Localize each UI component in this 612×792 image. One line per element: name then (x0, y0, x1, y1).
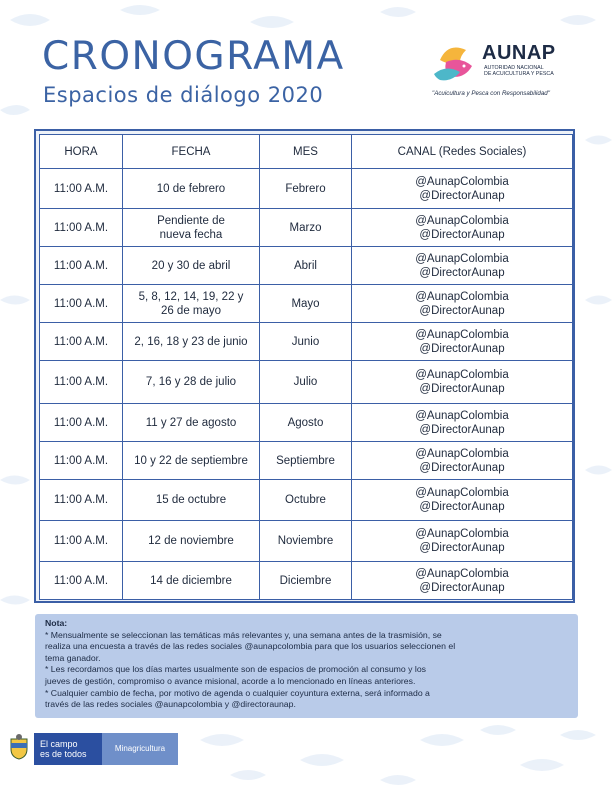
mes-text: Octubre (285, 494, 326, 506)
fecha-line1: 11 y 27 de agosto (145, 416, 237, 429)
cell-mes (260, 404, 352, 442)
cell-mes (260, 480, 352, 521)
mes-text: Noviembre (277, 535, 334, 547)
cell-fecha (123, 209, 260, 247)
mes-text: Mayo (291, 297, 320, 310)
table-row (40, 285, 573, 323)
table-row (40, 361, 573, 404)
note-line: * Les recordamos que los días martes usualmente son de espacios de promoción al consumo y los (45, 664, 427, 675)
logo-subtitle-line2: DE ACUICULTURA Y PESCA (484, 71, 554, 77)
note-line: jueves de gestión, compromiso o avance misional, acorde a lo mencionado en líneas anteriores. (45, 675, 416, 686)
canal-line2: @DirectorAunap (419, 501, 505, 513)
cell-fecha (123, 404, 260, 442)
fecha-line1: 10 y 22 de septiembre (134, 454, 248, 467)
cell-mes (260, 209, 352, 247)
mes-text: Marzo (289, 221, 322, 234)
cell-mes (260, 247, 352, 285)
canal-line2: @DirectorAunap (419, 383, 505, 395)
cell-fecha (123, 361, 260, 404)
cell-mes (260, 442, 352, 480)
cell-fecha (123, 442, 260, 480)
canal-line1: @AunapColombia (415, 175, 509, 188)
cell-fecha (123, 285, 260, 323)
hora-text: 11:00 A.M. (53, 221, 109, 234)
fecha-line1: 5, 8, 12, 14, 19, 22 y (138, 290, 244, 303)
canal-line1: @AunapColombia (415, 487, 509, 499)
mes-text: Septiembre (276, 454, 335, 467)
cell-canal (352, 169, 573, 209)
table-row (40, 562, 573, 600)
canal-line2: @DirectorAunap (419, 542, 505, 554)
el-campo-badge (34, 733, 102, 765)
logo-slogan: "Acuicultura y Pesca con Responsabilidad" (432, 90, 550, 97)
canal-line1: @AunapColombia (415, 290, 509, 303)
fecha-line1: 20 y 30 de abril (151, 259, 231, 272)
table-row (40, 247, 573, 285)
coat-of-arms-icon (8, 733, 30, 761)
page-title: CRONOGRAMA (42, 34, 345, 79)
cell-canal (352, 480, 573, 521)
header-fecha: FECHA (123, 135, 260, 169)
cell-mes (260, 521, 352, 562)
note-label: Nota: (45, 618, 68, 628)
cell-canal (352, 209, 573, 247)
cell-mes (260, 169, 352, 209)
table-row (40, 169, 573, 209)
note-line: tema ganador. (45, 652, 101, 663)
canal-line2: @DirectorAunap (419, 189, 505, 202)
table-row (40, 404, 573, 442)
hora-text: 11:00 A.M. (53, 297, 109, 310)
canal-line1: @AunapColombia (415, 369, 509, 381)
cell-hora (40, 562, 123, 600)
page-subtitle: Espacios de diálogo 2020 (43, 83, 324, 107)
cell-canal (352, 562, 573, 600)
table-row (40, 480, 573, 521)
cell-hora (40, 323, 123, 361)
cell-hora (40, 404, 123, 442)
canal-line2: @DirectorAunap (419, 423, 505, 436)
cell-hora (40, 521, 123, 562)
cell-canal (352, 404, 573, 442)
mes-text: Abril (293, 259, 317, 272)
canal-line1: @AunapColombia (415, 214, 509, 227)
note-line: realiza una encuesta a través de las redes sociales @aunapcolombia para que los usuarios seleccionen el (45, 641, 456, 652)
canal-line2: @DirectorAunap (419, 581, 505, 594)
fecha-line1: 15 de octubre (155, 494, 227, 506)
mes-text: Febrero (285, 182, 326, 195)
canal-line1: @AunapColombia (415, 409, 509, 422)
header-hora: HORA (40, 135, 123, 169)
hora-text: 11:00 A.M. (53, 416, 109, 429)
canal-line2: @DirectorAunap (419, 228, 505, 241)
cell-canal (352, 521, 573, 562)
cell-fecha (123, 247, 260, 285)
fecha-line2: nueva fecha (159, 228, 223, 241)
cell-hora (40, 480, 123, 521)
canal-line2: @DirectorAunap (419, 266, 505, 279)
canal-line2: @DirectorAunap (419, 304, 505, 317)
mes-text: Julio (293, 376, 318, 388)
header-mes: MES (260, 135, 352, 169)
mes-text: Agosto (287, 416, 324, 429)
hora-text: 11:00 A.M. (53, 259, 109, 272)
fecha-line1: 2, 16, 18 y 23 de junio (134, 335, 248, 348)
cell-mes (260, 562, 352, 600)
canal-line1: @AunapColombia (415, 528, 509, 540)
schedule-table-frame (34, 129, 575, 603)
hora-text: 11:00 A.M. (53, 335, 109, 348)
fecha-line1: 10 de febrero (156, 182, 226, 195)
cell-canal (352, 247, 573, 285)
cell-hora (40, 361, 123, 404)
cell-hora (40, 442, 123, 480)
note-box (35, 614, 578, 718)
campo-line2: es de todos (40, 749, 87, 759)
cell-hora (40, 285, 123, 323)
hora-text: 11:00 A.M. (53, 535, 109, 547)
fecha-line2: 26 de mayo (160, 304, 222, 317)
table-row (40, 209, 573, 247)
fecha-line1: 14 de diciembre (150, 574, 232, 587)
canal-line2: @DirectorAunap (419, 342, 505, 355)
mes-text: Junio (291, 335, 320, 348)
table-row (40, 323, 573, 361)
hora-text: 11:00 A.M. (53, 376, 109, 388)
cell-fecha (123, 169, 260, 209)
cell-mes (260, 285, 352, 323)
canal-line1: @AunapColombia (415, 567, 509, 580)
cell-canal (352, 442, 573, 480)
canal-line2: @DirectorAunap (419, 461, 505, 474)
fecha-line1: 7, 16 y 28 de julio (145, 376, 237, 388)
cell-canal (352, 323, 573, 361)
hora-text: 11:00 A.M. (53, 494, 109, 506)
cell-fecha (123, 521, 260, 562)
schedule-table (39, 134, 573, 600)
fecha-line1: Pendiente de (157, 214, 225, 227)
cell-canal (352, 361, 573, 404)
hora-text: 11:00 A.M. (53, 574, 109, 587)
logo-name: AUNAP (482, 42, 556, 64)
header-canal: CANAL (Redes Sociales) (352, 135, 573, 169)
table-row (40, 442, 573, 480)
cell-canal (352, 285, 573, 323)
canal-line1: @AunapColombia (415, 252, 509, 265)
cell-mes (260, 323, 352, 361)
cell-mes (260, 361, 352, 404)
fecha-line1: 12 de noviembre (148, 535, 234, 547)
canal-line1: @AunapColombia (415, 447, 509, 460)
table-row (40, 521, 573, 562)
note-line: través de las redes sociales @aunapcolombia y @directoraunap. (45, 699, 296, 710)
cell-hora (40, 169, 123, 209)
ministry-badge: Minagricultura (102, 733, 178, 765)
aunap-logo (432, 38, 584, 102)
fish-logo-icon (432, 38, 482, 88)
hora-text: 11:00 A.M. (53, 182, 109, 195)
canal-line1: @AunapColombia (415, 328, 509, 341)
campo-line1: El campo (40, 739, 78, 749)
cell-hora (40, 247, 123, 285)
note-line: * Mensualmente se seleccionan las temáticas más relevantes y, una semana antes de la trasmisión, se (45, 629, 442, 640)
logo-subtitle-line1: AUTORIDAD NACIONAL (484, 65, 544, 71)
cell-fecha (123, 480, 260, 521)
cell-fecha (123, 562, 260, 600)
logo-subtitle (484, 65, 584, 77)
mes-text: Diciembre (279, 574, 332, 587)
cell-fecha (123, 323, 260, 361)
table-header-row (40, 135, 573, 169)
note-line: * Cualquier cambio de fecha, por motivo de agenda o cualquier coyuntura externa, será informado a (45, 687, 430, 698)
cell-hora (40, 209, 123, 247)
hora-text: 11:00 A.M. (53, 454, 109, 467)
